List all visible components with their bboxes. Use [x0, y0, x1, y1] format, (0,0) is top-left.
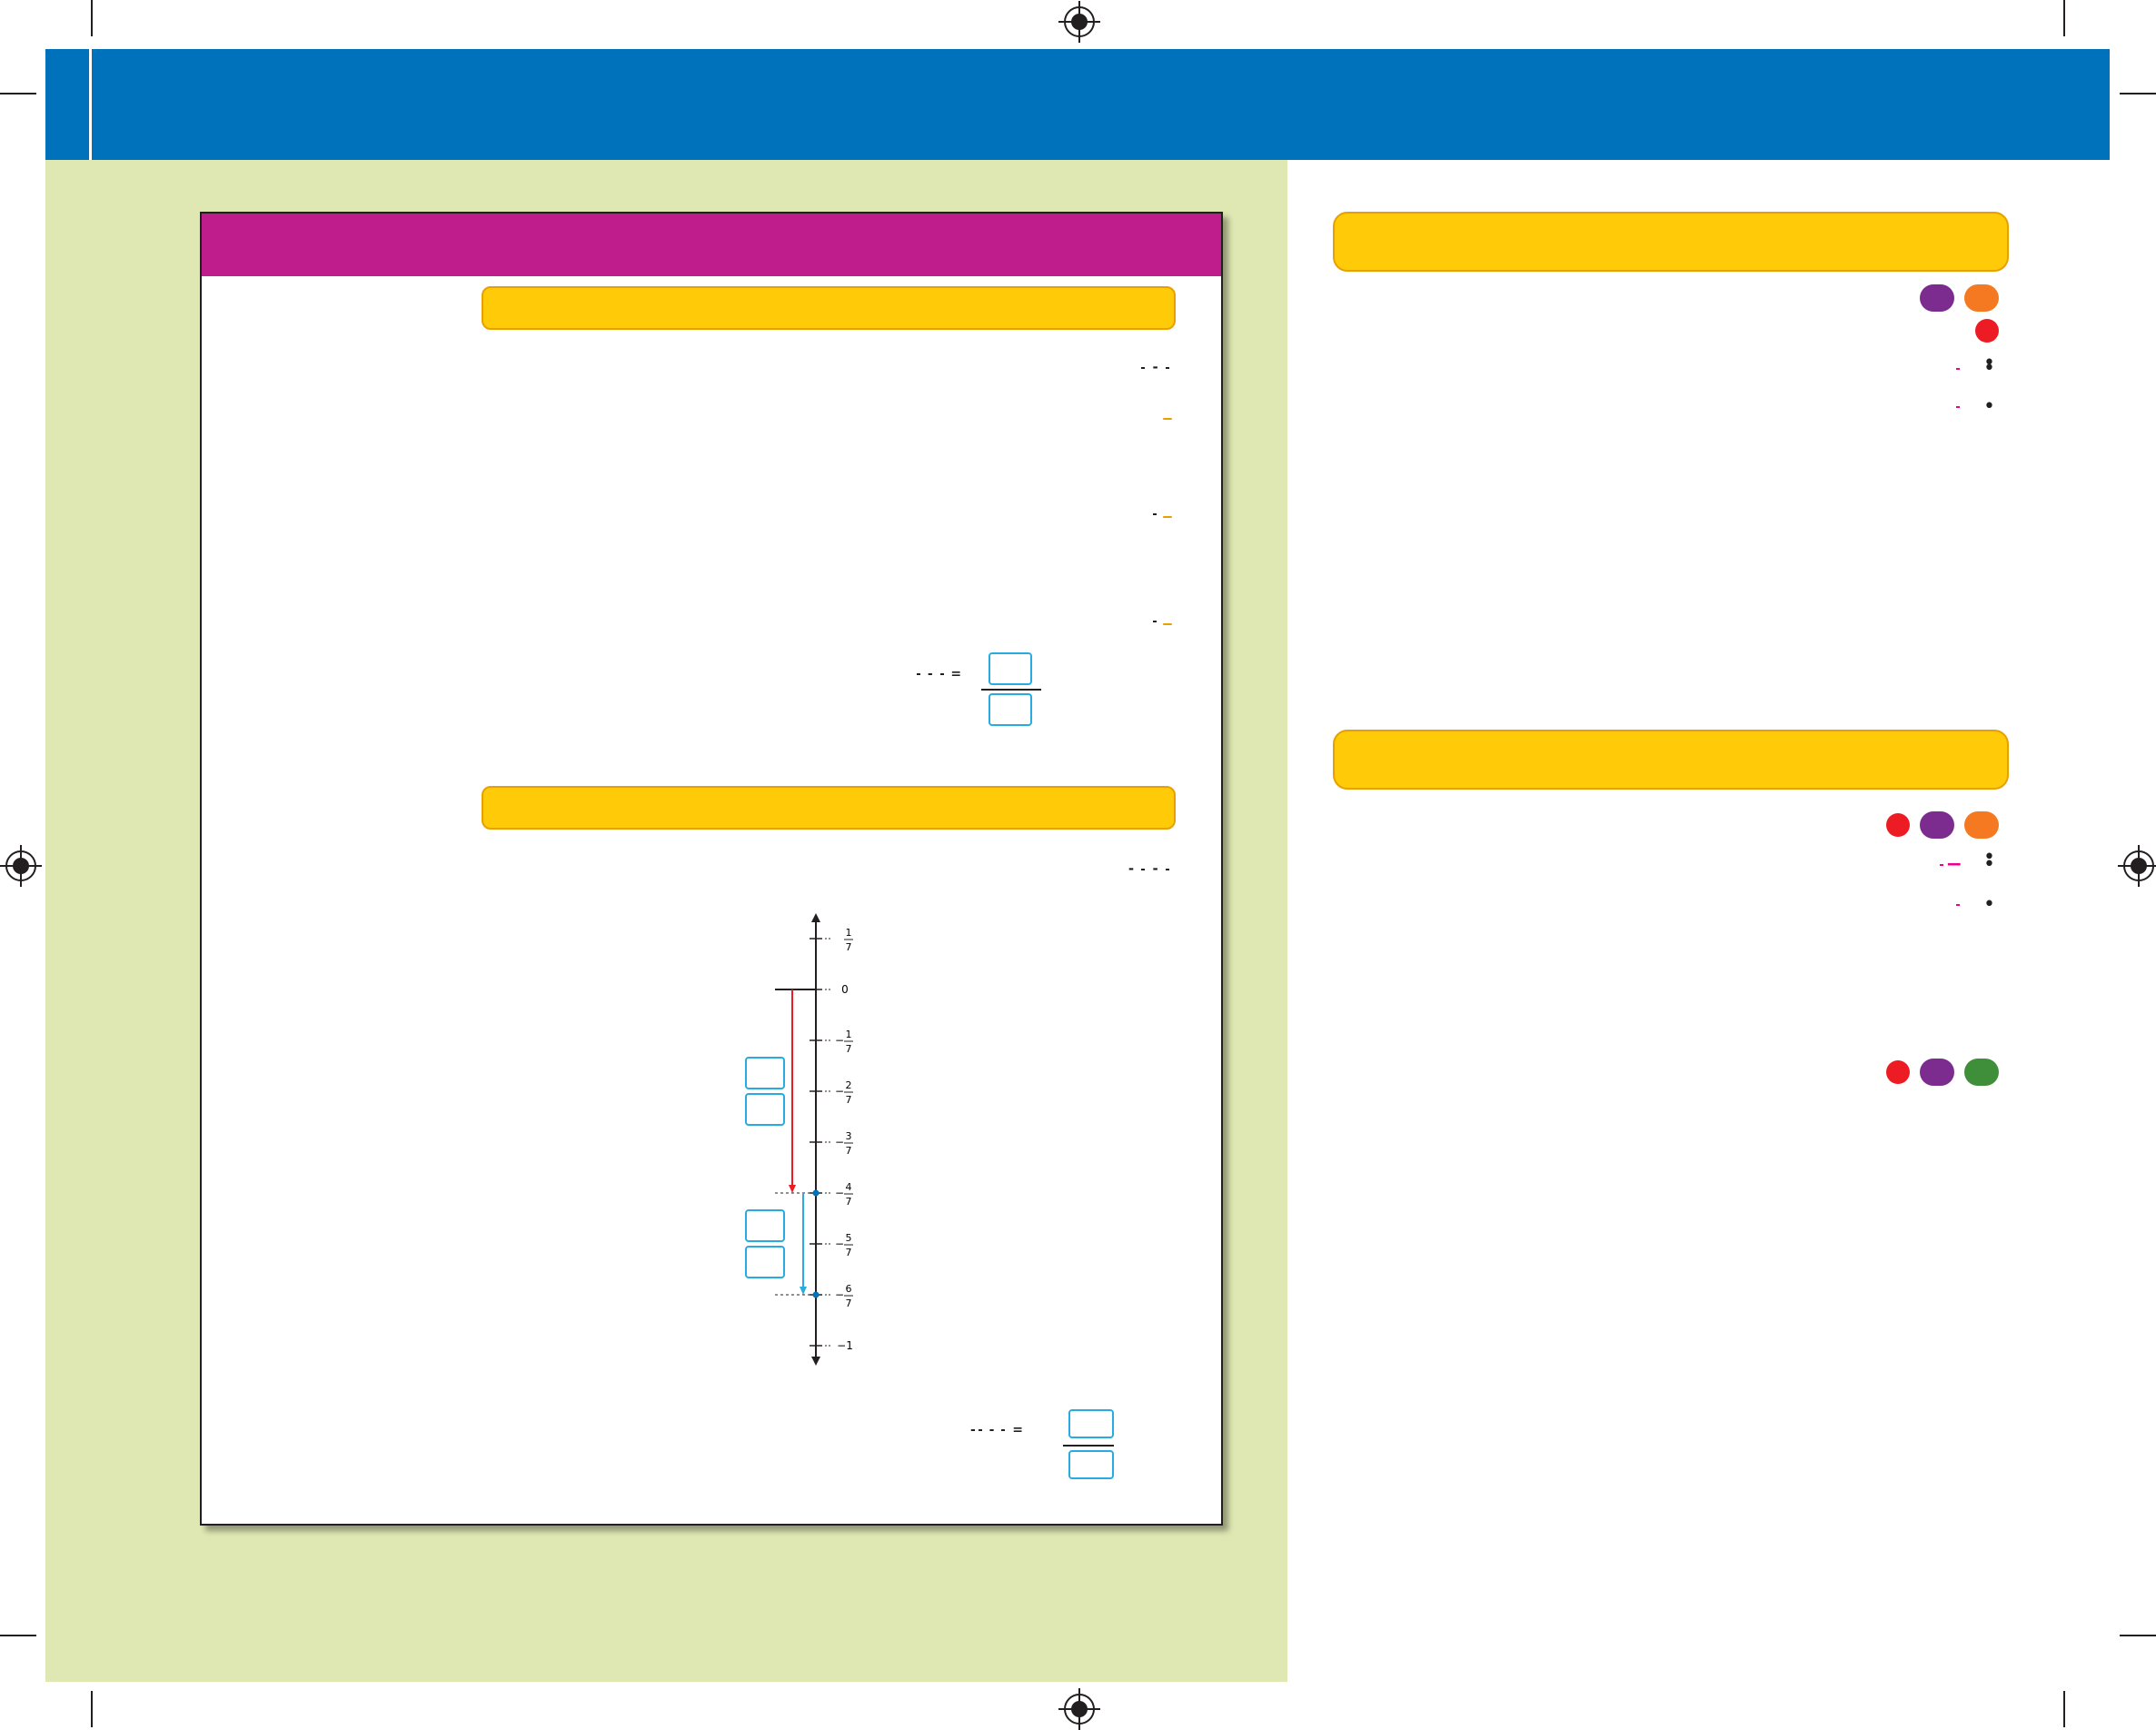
find-expression-3: - -	[692, 860, 1172, 877]
inner-activity-2-banner	[482, 286, 1176, 330]
tick-label: 4	[845, 1181, 852, 1193]
activity-2-banner	[1333, 212, 2009, 272]
la-badge	[1920, 1059, 1954, 1086]
registration-mark-icon	[5, 850, 36, 881]
fraction	[1956, 368, 1960, 370]
vertical-number-line	[729, 913, 874, 1367]
tick-sign: −	[834, 1238, 845, 1250]
tick-label: 7	[845, 1043, 852, 1055]
fraction	[1956, 904, 1960, 906]
step-2-tag	[1163, 516, 1172, 518]
arrow-head	[811, 913, 820, 922]
tick-label: 6	[845, 1283, 852, 1295]
find-expression: -	[838, 359, 1172, 375]
tick-sign: −	[834, 1288, 845, 1301]
la-badge	[1920, 284, 1954, 312]
registration-mark-icon	[1064, 1694, 1095, 1725]
tick-label: 0	[841, 983, 849, 996]
inner-activity-3-banner	[482, 786, 1176, 830]
tick-label: 1	[845, 1029, 852, 1040]
tick-label: 7	[845, 1094, 852, 1106]
answer-denominator-box[interactable]	[1068, 1450, 1114, 1479]
empty-answer-box[interactable]	[745, 1209, 785, 1242]
tick-label: 3	[845, 1130, 852, 1142]
tick-label: 5	[845, 1232, 852, 1244]
tick-sign: −	[834, 1034, 845, 1047]
trim-mark	[0, 1635, 36, 1636]
answer-denominator-box[interactable]	[989, 693, 1032, 726]
number-line-step-1	[456, 413, 729, 477]
bl-badge	[1964, 1059, 1999, 1086]
step-3	[710, 611, 1172, 631]
tick-label: 7	[845, 1145, 852, 1157]
fraction	[1940, 864, 1943, 866]
al-badge	[1964, 284, 1999, 312]
step-3-tag	[1163, 623, 1172, 625]
fraction	[1153, 621, 1157, 622]
equation-left-3: - - =	[970, 1423, 1023, 1437]
step-1	[738, 406, 1172, 426]
activity-2-body	[1345, 282, 1999, 423]
la-badge	[1920, 811, 1954, 839]
tick-sign: −	[834, 1085, 845, 1098]
empty-answer-box[interactable]	[745, 1246, 785, 1278]
activity-3-body: • − •	[1345, 809, 1999, 921]
header-band	[45, 49, 2110, 160]
empty-answer-box[interactable]	[745, 1093, 785, 1126]
tick-label: 2	[845, 1079, 852, 1091]
answer-numerator-box[interactable]	[989, 652, 1032, 685]
trim-mark	[2120, 93, 2156, 94]
point	[813, 1190, 820, 1197]
number-line-step-3	[456, 595, 729, 713]
trim-mark	[2063, 0, 2065, 36]
registration-mark-icon	[1064, 6, 1095, 37]
number-line-step-2	[456, 507, 729, 571]
student-page-header	[202, 214, 1221, 276]
trim-mark	[2120, 1635, 2156, 1636]
standard-ref-icon	[1975, 319, 1999, 343]
tick-label: 7	[845, 1298, 852, 1309]
student-page	[200, 212, 1223, 1526]
answer-numerator-box[interactable]	[1068, 1409, 1114, 1438]
fraction	[1153, 513, 1157, 515]
tick-label: −1	[837, 1339, 853, 1352]
registration-mark-icon	[2123, 850, 2154, 881]
arrow-head	[811, 1357, 820, 1366]
step-1-tag	[1163, 418, 1172, 420]
blue-arrow-head	[800, 1287, 807, 1295]
standard-ref-icon	[1886, 813, 1910, 837]
step-2	[738, 504, 1172, 524]
fraction	[1956, 406, 1960, 408]
standard-ref-icon	[1886, 1060, 1910, 1084]
tick-label: 1	[845, 927, 852, 939]
trim-mark	[2063, 1691, 2065, 1727]
tick-sign: −	[834, 1136, 845, 1148]
fraction-bar	[981, 689, 1041, 691]
trim-mark	[91, 1691, 93, 1727]
point	[813, 1292, 820, 1298]
activity-3-banner	[1333, 730, 2009, 790]
trim-mark	[0, 93, 36, 94]
red-arrow-head	[789, 1185, 796, 1193]
fraction-bar	[1063, 1445, 1114, 1447]
trim-mark	[91, 0, 93, 36]
tick-sign: −	[834, 1187, 845, 1199]
al-badge	[1964, 811, 1999, 839]
tick-label: 7	[845, 1196, 852, 1208]
tick-label: 7	[845, 941, 852, 953]
page-footer	[1545, 1565, 1999, 1592]
tick-label: 7	[845, 1247, 852, 1258]
empty-answer-box[interactable]	[745, 1057, 785, 1089]
equation-left: - =	[914, 664, 961, 684]
group-activity	[1345, 1056, 1999, 1089]
